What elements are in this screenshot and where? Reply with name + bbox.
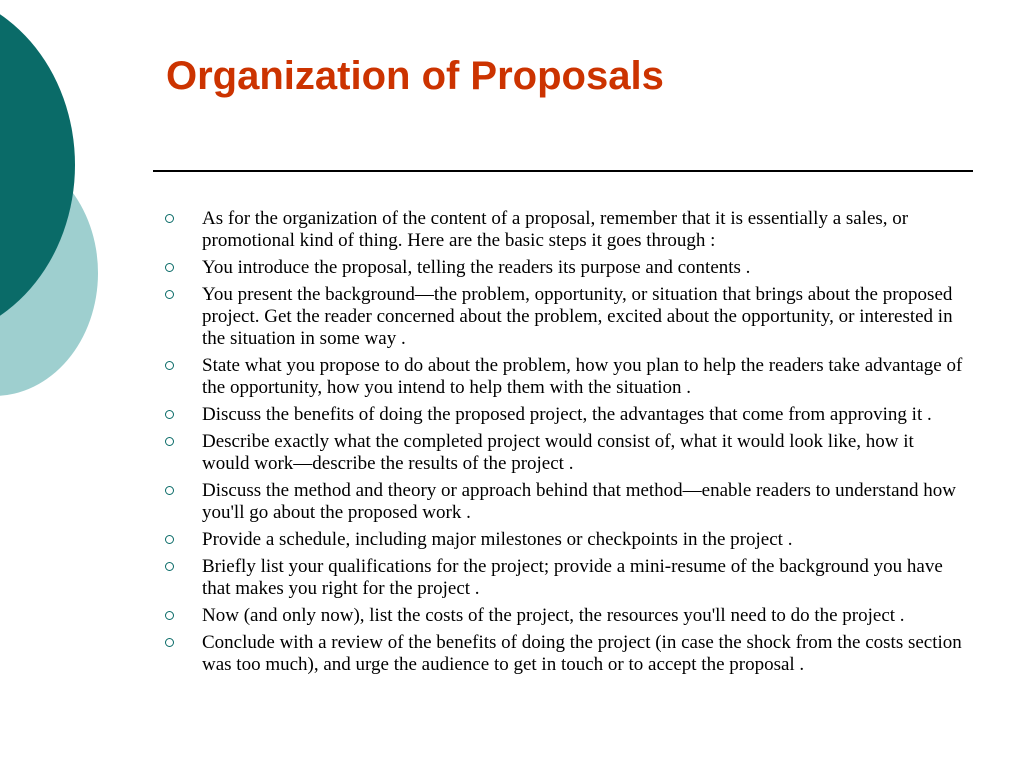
circle-bullet-icon bbox=[165, 290, 174, 299]
bullet-item bbox=[164, 529, 964, 551]
bullet-text: Describe exactly what the completed project would consist of, what it would look like, how it would work—describe the results of the project . bbox=[202, 431, 914, 474]
bullet-text: Discuss the benefits of doing the proposed project, the advantages that come from approving it . bbox=[202, 404, 932, 425]
bullet-text: Conclude with a review of the benefits of doing the project (in case the shock from the costs section was too much), and urge the audience to get in touch or to accept the proposal . bbox=[202, 632, 962, 675]
circle-bullet-icon bbox=[165, 410, 174, 419]
circle-bullet-icon bbox=[165, 214, 174, 223]
circle-bullet-icon bbox=[165, 486, 174, 495]
bullet-text: Briefly list your qualifications for the project; provide a mini-resume of the background you have that makes you right for the project . bbox=[202, 556, 943, 599]
bullet-text: As for the organization of the content of a proposal, remember that it is essentially a sales, or promotional kind of thing. Here are the basic steps it goes through : bbox=[202, 208, 909, 251]
circle-bullet-icon bbox=[165, 638, 174, 647]
title-divider bbox=[153, 170, 973, 172]
circle-bullet-icon bbox=[165, 535, 174, 544]
bullet-text: You introduce the proposal, telling the readers its purpose and contents . bbox=[202, 257, 751, 278]
bullet-item bbox=[164, 480, 964, 524]
bullet-item bbox=[164, 404, 964, 426]
bullet-text: Now (and only now), list the costs of the project, the resources you'll need to do the project . bbox=[202, 605, 905, 626]
circle-bullet-icon bbox=[165, 263, 174, 272]
bullet-item bbox=[164, 431, 964, 475]
bullet-item bbox=[164, 284, 964, 350]
bullet-text: Provide a schedule, including major milestones or checkpoints in the project . bbox=[202, 529, 793, 550]
bullet-item bbox=[164, 355, 964, 399]
circle-bullet-icon bbox=[165, 437, 174, 446]
bullet-item bbox=[164, 632, 964, 676]
bullet-text: You present the background—the problem, opportunity, or situation that brings about the proposed project. Get the reader concerned about the problem, excited about the opportunity, or interested in the situation in some way . bbox=[202, 284, 953, 349]
bullet-text: Discuss the method and theory or approach behind that method—enable readers to understand how you'll go about the proposed work . bbox=[202, 480, 956, 523]
bullet-text: State what you propose to do about the problem, how you plan to help the readers take advantage of the opportunity, how you intend to help them with the situation . bbox=[202, 355, 963, 398]
bullet-item bbox=[164, 556, 964, 600]
circle-bullet-icon bbox=[165, 562, 174, 571]
slide-title: Organization of Proposals bbox=[166, 54, 664, 98]
circle-bullet-icon bbox=[165, 611, 174, 620]
circle-bullet-icon bbox=[165, 361, 174, 370]
bullet-item bbox=[164, 605, 964, 627]
bullet-item bbox=[164, 208, 964, 252]
bullet-list bbox=[164, 208, 964, 681]
bullet-item bbox=[164, 257, 964, 279]
